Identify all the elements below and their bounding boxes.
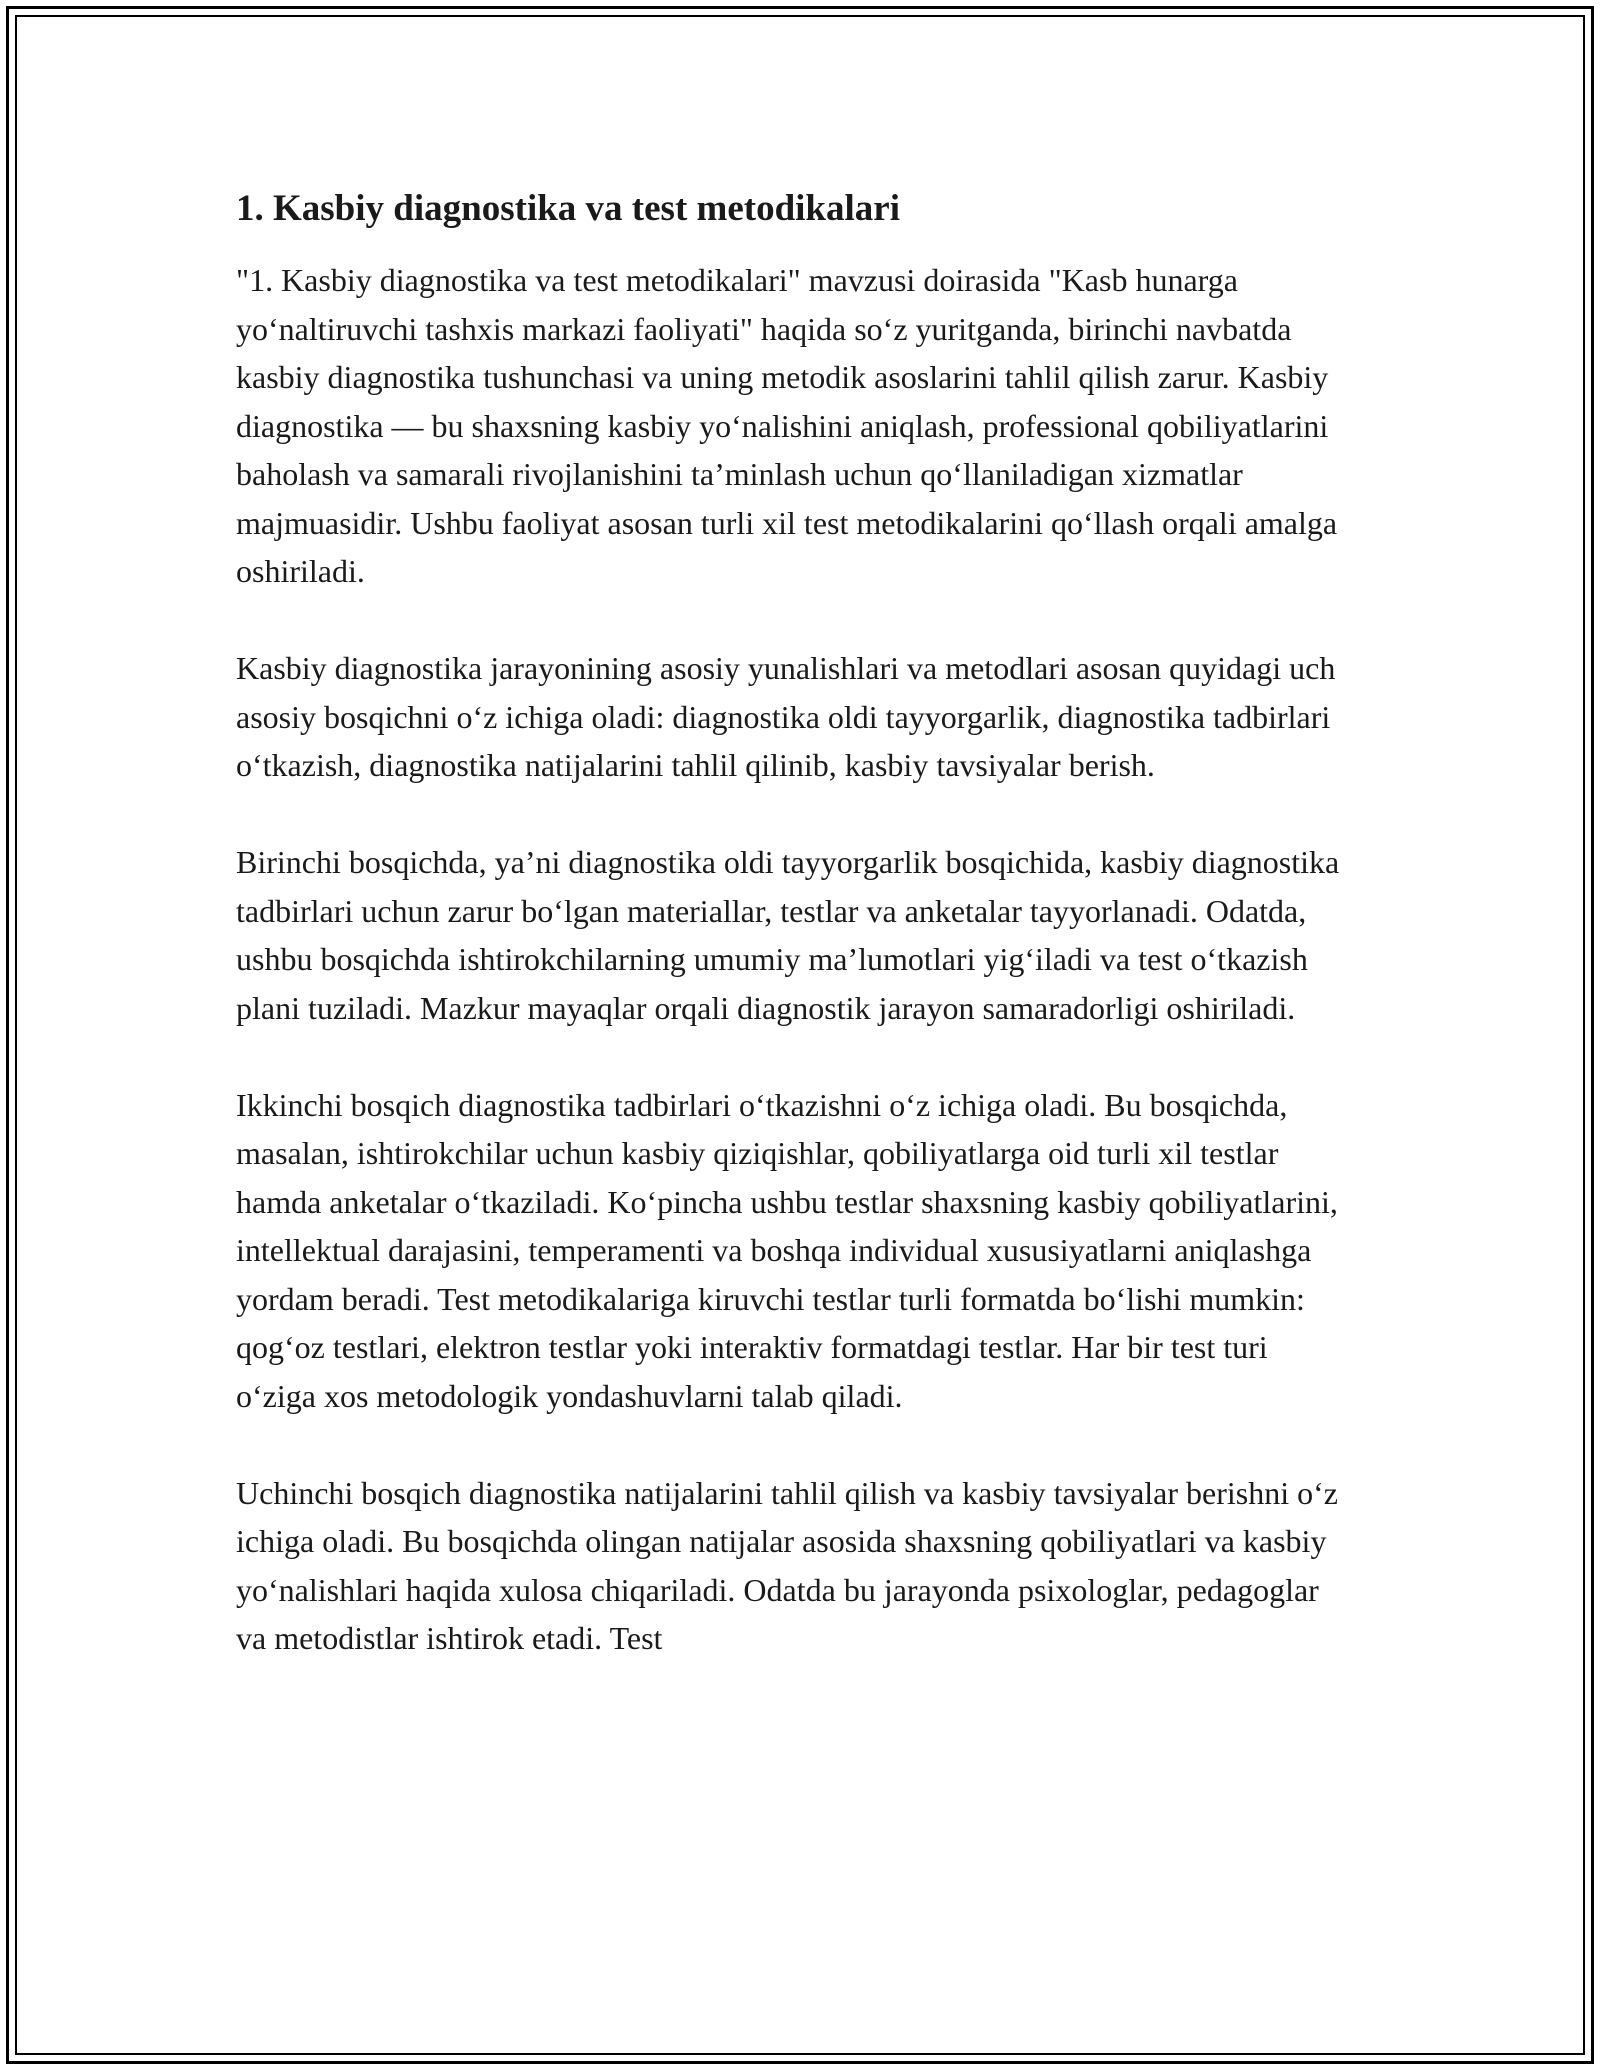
paragraph-stage-one: Birinchi bosqichda, ya’ni diagnostika oldi tayyorgarlik bosqichida, kasbiy diagnostika tadbirlari uchun zarur bo‘lgan materiallar, testlar va anketalar tayyorlanadi. Odatda, ushbu bosqichda ishtirokchilarning umumiy ma’lumotlari yig‘iladi va test o‘tkazish plani tuziladi. Mazkur mayaqlar orqali diagnostik jarayon samaradorligi oshiriladi. (236, 844, 1340, 1026)
document-body (236, 185, 1346, 1663)
paragraph-stages-overview: Kasbiy diagnostika jarayonining asosiy yunalishlari va metodlari asosan quyidagi uch asosiy bosqichni o‘z ichiga oladi: diagnostika oldi tayyorgarlik, diagnostika tadbirlari o‘tkazish, diagnostika natijalarini tahlil qilinib, kasbiy tavsiyalar berish. (236, 650, 1336, 783)
section-heading: 1. Kasbiy diagnostika va test metodikalari (236, 188, 900, 229)
paragraph-stage-three: Uchinchi bosqich diagnostika natijalarini tahlil qilish va kasbiy tavsiyalar berishni o‘z ichiga oladi. Bu bosqichda olingan natijalar asosida shaxsning qobiliyatlari va kasbiy yo‘nalishlari haqida xulosa chiqariladi. Odatda bu jarayonda psixologlar, pedagoglar va metodistlar ishtirok etadi. Test (236, 1474, 1338, 1656)
paragraph-stage-two: Ikkinchi bosqich diagnostika tadbirlari o‘tkazishni o‘z ichiga oladi. Bu bosqichda, masalan, ishtirokchilar uchun kasbiy qiziqishlar, qobiliyatlarga oid turli xil testlar hamda anketalar o‘tkaziladi. Ko‘pincha ushbu testlar shaxsning kasbiy qobiliyatlarini, intellektual darajasini, temperamenti va boshqa individual xususiyatlarni aniqlashga yordam beradi. Test metodikalariga kiruvchi testlar turli formatda bo‘lishi mumkin: qog‘oz testlari, elektron testlar yoki interaktiv formatdagi testlar. Har bir test turi o‘ziga xos metodologik yondashuvlarni talab qiladi. (236, 1086, 1338, 1414)
paragraph-intro: "1. Kasbiy diagnostika va test metodikalari" mavzusi doirasida "Kasb hunarga yo‘naltiruvchi tashxis markazi faoliyati" haqida so‘z yuritganda, birinchi navbatda kasbiy diagnostika tushunchasi va uning metodik asoslarini tahlil qilish zarur. Kasbiy diagnostika — bu shaxsning kasbiy yo‘nalishini aniqlash, professional qobiliyatlarini baholash va samarali rivojlanishini ta’minlash uchun qo‘llaniladigan xizmatlar majmuasidir. Ushbu faoliyat asosan turli xil test metodikalarini qo‘llash orqali amalga oshiriladi. (236, 262, 1338, 589)
